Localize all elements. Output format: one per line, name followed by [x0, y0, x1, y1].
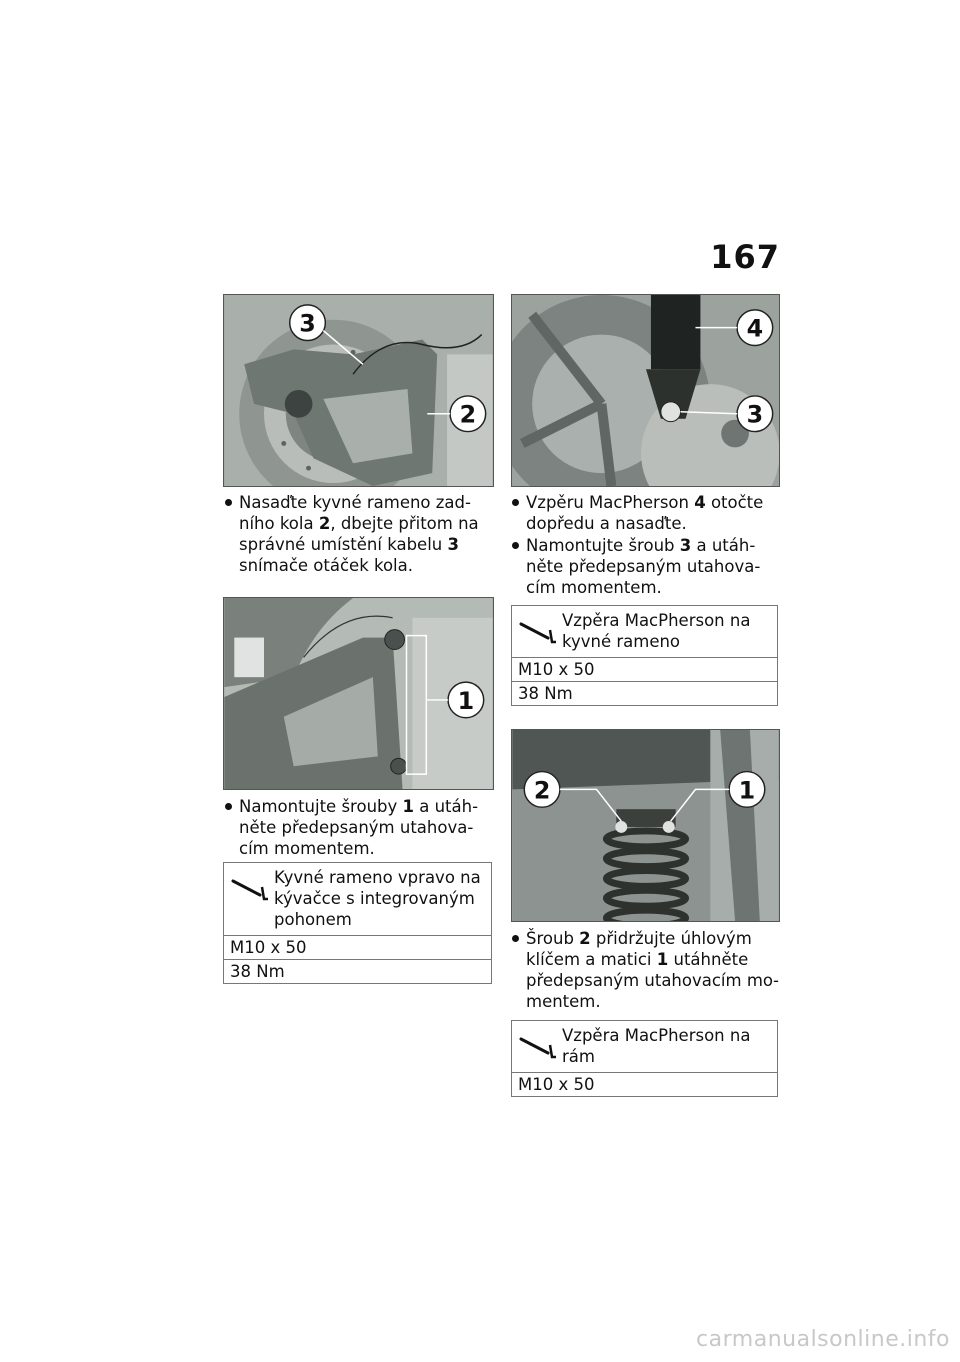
torque-table-header: [224, 863, 491, 935]
callout-1: 1: [457, 686, 475, 715]
torque-table-strut-frame: [511, 1020, 778, 1097]
torque-table-header-2: [512, 606, 777, 657]
step-rotate-strut: Vzpěru MacPherson 4 otočte dopředu a nasaďte.: [510, 492, 782, 534]
step-tighten-nut: Šroub 2 přidržujte úhlovým klíčem a matici 1 utáhněte předepsaným utahovacím momentem.: [510, 928, 782, 1012]
torque-wrench-icon: [230, 871, 270, 903]
steps-right-2: [510, 928, 782, 1013]
watermark: carmanualsonline.info: [696, 1327, 950, 1352]
torque-table-title-2: Vzpěra MacPherson na kyvné rameno: [562, 611, 751, 651]
photo-macpherson-strut: [511, 294, 780, 487]
step-install-swingarm: Nasaďte kyvné rameno zadního kola 2, dbejte přitom na správné umístění kabelu 3 snímače otáček kola.: [223, 492, 495, 576]
torque-table-swingarm: [223, 862, 492, 984]
torque-table-strut-swingarm: [511, 605, 778, 706]
torque-table-size-2: M10 x 50: [512, 657, 777, 681]
photo-bolts-illustration: [224, 598, 493, 789]
page-number: 167: [710, 238, 780, 276]
steps-right-1: [510, 492, 782, 599]
torque-table-header-3: [512, 1021, 777, 1072]
torque-wrench-icon-2: [518, 614, 558, 646]
photo-strut-spring: [511, 729, 780, 922]
steps-left-1: [223, 492, 495, 577]
photo-swingarm-rear-wheel: [223, 294, 494, 487]
callout-3: 3: [299, 309, 316, 338]
photo-swingarm-bolts: [223, 597, 494, 790]
step-install-bolts: Namontujte šrouby 1 a utáhněte předepsaným utahovacím momentem.: [223, 796, 495, 859]
torque-table-value: 38 Nm: [224, 959, 491, 983]
callout-2-spring: 2: [533, 776, 551, 805]
torque-table-title: Kyvné rameno vpravo na kývačce s integrovaným pohonem: [274, 868, 481, 929]
step-install-strut-bolt: Namontujte šroub 3 a utáhněte předepsaným utahovacím momentem.: [510, 535, 782, 598]
photo-swingarm-illustration: [224, 295, 493, 486]
callout-4: 4: [746, 314, 764, 343]
torque-table-size: M10 x 50: [224, 935, 491, 959]
torque-table-title-3: Vzpěra MacPherson na rám: [562, 1026, 751, 1066]
torque-table-value-2: 38 Nm: [512, 681, 777, 705]
steps-left-2: [223, 796, 495, 860]
photo-strut-illustration: [512, 295, 779, 486]
torque-table-size-3: M10 x 50: [512, 1072, 777, 1096]
callout-2: 2: [459, 400, 477, 429]
torque-wrench-icon-3: [518, 1029, 558, 1061]
callout-3-strut: 3: [746, 400, 764, 429]
callout-1-spring: 1: [738, 776, 756, 805]
photo-spring-illustration: [512, 730, 779, 921]
